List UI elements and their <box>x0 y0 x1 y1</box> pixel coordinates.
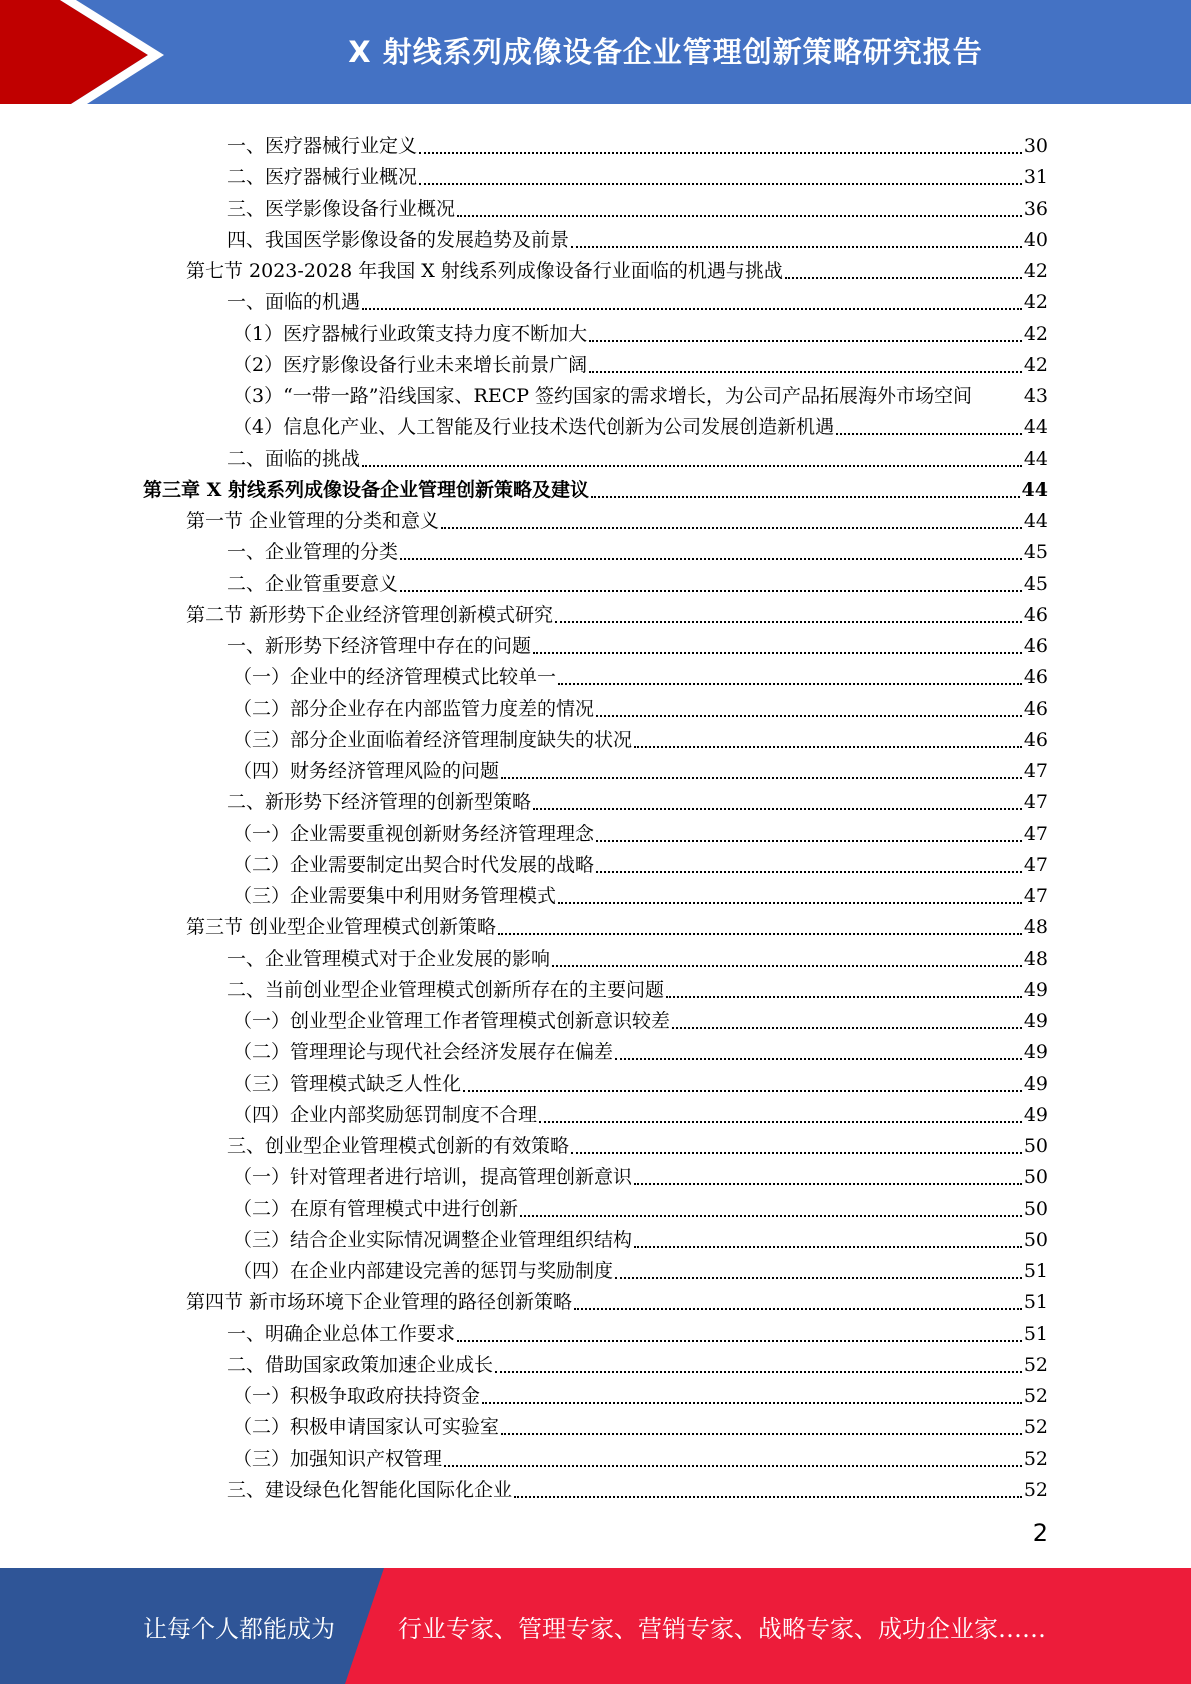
toc-leader-dots <box>571 1151 1022 1154</box>
toc-entry-title: （四）企业内部奖励惩罚制度不合理 <box>233 1103 538 1126</box>
toc-entry-title: 二、新形势下经济管理的创新型策略 <box>227 791 532 814</box>
toc-entry-page: 51 <box>1023 1291 1048 1314</box>
toc-leader-dots <box>457 214 1022 217</box>
toc-leader-dots <box>574 1307 1022 1310</box>
toc-entry[interactable] <box>233 878 1048 909</box>
page-footer <box>0 1568 1191 1684</box>
toc-leader-dots <box>400 589 1022 592</box>
toc-entry-page: 42 <box>1023 353 1048 376</box>
toc-entry-page: 47 <box>1023 885 1048 907</box>
toc-entry[interactable] <box>227 1472 1048 1503</box>
toc-leader-dots <box>552 964 1022 967</box>
toc-entry[interactable] <box>227 941 1048 972</box>
toc-entry[interactable] <box>233 1034 1048 1065</box>
toc-entry[interactable] <box>233 1222 1048 1253</box>
toc-entry[interactable] <box>233 1253 1048 1284</box>
toc-leader-dots <box>362 464 1022 467</box>
toc-entry-page: 40 <box>1023 228 1048 251</box>
toc-entry-title: 一、医疗器械行业定义 <box>227 135 418 157</box>
toc-entry[interactable] <box>233 1191 1048 1222</box>
toc-entry-title: （二）积极申请国家认可实验室 <box>233 1416 500 1439</box>
toc-entry-page: 50 <box>1023 1228 1048 1251</box>
toc-entry-title: 二、借助国家政策加速企业成长 <box>227 1353 494 1376</box>
toc-entry-page: 44 <box>1023 416 1048 439</box>
toc-entry-page: 52 <box>1023 1353 1048 1376</box>
toc-entry-page: 52 <box>1023 1478 1048 1501</box>
toc-entry[interactable] <box>233 316 1048 347</box>
toc-leader-dots <box>596 870 1022 873</box>
toc-entry[interactable] <box>186 909 1048 940</box>
toc-leader-dots <box>555 620 1022 623</box>
toc-entry-title: 三、建设绿色化智能化国际化企业 <box>227 1478 513 1501</box>
toc-entry-title: （三）结合企业实际情况调整企业管理组织结构 <box>233 1228 633 1251</box>
toc-entry-page: 51 <box>1023 1260 1048 1282</box>
toc-entry-title: （一）企业需要重视创新财务经济管理理念 <box>233 822 595 845</box>
toc-entry-page: 49 <box>1023 978 1048 1001</box>
toc-entry[interactable] <box>186 1284 1048 1315</box>
toc-entry-page: 49 <box>1023 1041 1048 1064</box>
toc-leader-dots <box>457 1339 1022 1342</box>
toc-leader-dots <box>501 776 1022 779</box>
toc-entry-title: （2）医疗影像设备行业未来增长前景广阔 <box>233 353 588 376</box>
toc-leader-dots <box>836 432 1022 435</box>
toc-entry-title: （4）信息化产业、人工智能及行业技术迭代创新为公司发展创造新机遇 <box>233 416 835 439</box>
toc-entry-title: （三）企业需要集中利用财务管理模式 <box>233 885 557 907</box>
toc-entry-page: 47 <box>1023 760 1048 782</box>
toc-entry[interactable] <box>227 566 1048 597</box>
toc-entry-title: 一、企业管理模式对于企业发展的影响 <box>227 947 551 970</box>
footer-slogan-left: 让每个人都能成为 <box>143 1614 335 1643</box>
toc-entry-title: 第三章 X 射线系列成像设备企业管理创新策略及建议 <box>143 478 589 501</box>
toc-leader-dots <box>362 307 1022 310</box>
toc-entry-title: 三、医学影像设备行业概况 <box>227 197 456 220</box>
toc-entry-title: 一、明确企业总体工作要求 <box>227 1322 456 1345</box>
toc-entry-title: 一、企业管理的分类 <box>227 541 399 564</box>
toc-leader-dots <box>533 651 1022 654</box>
toc-entry-page: 46 <box>1023 666 1048 689</box>
toc-entry-title: 二、当前创业型企业管理模式创新所存在的主要问题 <box>227 978 665 1001</box>
toc-leader-dots <box>596 839 1022 842</box>
toc-leader-dots <box>419 182 1022 185</box>
footer-slogan-right: 行业专家、管理专家、营销专家、战略专家、成功企业家…… <box>398 1614 1046 1643</box>
toc-entry[interactable] <box>233 1003 1048 1034</box>
toc-entry[interactable] <box>233 409 1048 440</box>
toc-entry[interactable] <box>233 1159 1048 1190</box>
toc-entry-page: 45 <box>1023 572 1048 595</box>
toc-leader-dots <box>785 276 1022 279</box>
toc-leader-dots <box>539 1120 1022 1123</box>
toc-entry-page: 42 <box>1023 260 1048 282</box>
toc-entry-page: 44 <box>1021 478 1048 501</box>
toc-entry-title: 第七节 2023-2028 年我国 X 射线系列成像设备行业面临的机遇与挑战 <box>186 260 783 282</box>
toc-entry-page: 43 <box>1023 385 1048 407</box>
toc-entry-page: 47 <box>1023 791 1048 814</box>
toc-entry-title: （一）创业型企业管理工作者管理模式创新意识较差 <box>233 1010 671 1032</box>
toc-entry[interactable] <box>227 534 1048 565</box>
toc-leader-dots <box>672 1026 1022 1029</box>
toc-entry-title: （3）“一带一路”沿线国家、RECP 签约国家的需求增长，为公司产品拓展海外市场空间 <box>233 385 973 407</box>
toc-entry[interactable] <box>186 503 1048 534</box>
toc-leader-dots <box>615 1057 1022 1060</box>
toc-leader-dots <box>498 932 1022 935</box>
toc-leader-dots <box>615 1276 1022 1279</box>
toc-leader-dots <box>419 151 1022 154</box>
report-title: X 射线系列成像设备企业管理创新策略研究报告 <box>348 34 983 69</box>
toc-entry-page: 50 <box>1023 1197 1048 1220</box>
toc-entry-title: （三）部分企业面临着经济管理制度缺失的状况 <box>233 728 633 751</box>
toc-entry-page: 31 <box>1023 166 1048 189</box>
toc-entry[interactable] <box>143 472 1048 503</box>
toc-entry-title: 一、新形势下经济管理中存在的问题 <box>227 635 532 657</box>
page-header <box>0 0 1191 111</box>
toc-entry-page: 51 <box>1023 1322 1048 1345</box>
toc-leader-dots <box>482 1401 1022 1404</box>
toc-entry[interactable] <box>227 159 1048 190</box>
toc-entry-title: 第三节 创业型企业管理模式创新策略 <box>186 916 497 939</box>
toc-entry-page: 42 <box>1023 322 1048 345</box>
toc-leader-dots <box>463 1089 1022 1092</box>
toc-entry[interactable] <box>227 628 1048 659</box>
toc-entry-title: 二、医疗器械行业概况 <box>227 166 418 189</box>
toc-entry[interactable] <box>227 972 1048 1003</box>
toc-entry-title: （二）在原有管理模式中进行创新 <box>233 1197 519 1220</box>
toc-entry[interactable] <box>227 222 1048 253</box>
toc-entry-title: （一）针对管理者进行培训，提高管理创新意识 <box>233 1166 633 1189</box>
toc-entry[interactable] <box>233 1378 1048 1409</box>
toc-leader-dots <box>591 495 1020 498</box>
toc-entry[interactable] <box>227 128 1048 159</box>
toc-leader-dots <box>589 339 1022 342</box>
toc-entry-page: 52 <box>1023 1416 1048 1439</box>
toc-entry[interactable] <box>227 191 1048 222</box>
toc-entry-page: 44 <box>1023 447 1048 470</box>
toc-entry-page: 42 <box>1023 291 1048 314</box>
toc-entry-page: 46 <box>1023 603 1048 626</box>
toc-leader-dots <box>666 995 1022 998</box>
toc-entry[interactable] <box>227 284 1048 315</box>
toc-entry[interactable] <box>227 1128 1048 1159</box>
toc-entry-page: 44 <box>1023 510 1048 532</box>
toc-entry[interactable] <box>227 1316 1048 1347</box>
toc-entry[interactable] <box>233 1409 1048 1440</box>
toc-leader-dots <box>444 1464 1022 1467</box>
toc-entry[interactable] <box>186 253 1048 284</box>
toc-entry-title: （一）积极争取政府扶持资金 <box>233 1385 481 1407</box>
toc-entry[interactable] <box>227 1347 1048 1378</box>
toc-leader-dots <box>514 1495 1022 1498</box>
toc-entry-title: （二）管理理论与现代社会经济发展存在偏差 <box>233 1041 614 1064</box>
toc-entry-page: 49 <box>1023 1072 1048 1095</box>
toc-leader-dots <box>558 682 1022 685</box>
toc-entry-title: （三）加强知识产权管理 <box>233 1447 443 1470</box>
toc-entry-title: 二、面临的挑战 <box>227 447 361 470</box>
toc-entry-title: （四）在企业内部建设完善的惩罚与奖励制度 <box>233 1260 614 1282</box>
toc-entry-page: 48 <box>1023 916 1048 939</box>
toc-entry-title: （一）企业中的经济管理模式比较单一 <box>233 666 557 689</box>
toc-entry-page: 49 <box>1023 1010 1048 1032</box>
toc-entry-title: 第四节 新市场环境下企业管理的路径创新策略 <box>186 1291 573 1314</box>
toc-entry[interactable] <box>233 816 1048 847</box>
toc-entry-title: （四）财务经济管理风险的问题 <box>233 760 500 782</box>
toc-entry-page: 52 <box>1023 1385 1048 1407</box>
toc-leader-dots <box>558 901 1022 904</box>
toc-entry-title: 第二节 新形势下企业经济管理创新模式研究 <box>186 603 554 626</box>
toc-entry-page: 45 <box>1023 541 1048 564</box>
toc-leader-dots <box>520 1214 1022 1217</box>
toc-entry[interactable] <box>233 378 1048 409</box>
toc-leader-dots <box>596 714 1022 717</box>
toc-entry-title: 一、面临的机遇 <box>227 291 361 314</box>
page-number: 2 <box>1032 1519 1048 1547</box>
toc-entry[interactable] <box>233 1441 1048 1472</box>
toc-entry-page: 46 <box>1023 635 1048 657</box>
toc-leader-dots <box>634 745 1022 748</box>
toc-leader-dots <box>501 1432 1022 1435</box>
toc-entry-page: 46 <box>1023 728 1048 751</box>
toc-entry-page: 52 <box>1023 1447 1048 1470</box>
toc-entry[interactable] <box>233 691 1048 722</box>
toc-leader-dots <box>634 1182 1022 1185</box>
toc-entry[interactable] <box>233 1097 1048 1128</box>
toc-entry-title: 三、创业型企业管理模式创新的有效策略 <box>227 1135 570 1157</box>
toc-entry-title: （二）部分企业存在内部监管力度差的情况 <box>233 697 595 720</box>
toc-entry-page: 47 <box>1023 822 1048 845</box>
toc-entry-title: 二、企业管重要意义 <box>227 572 399 595</box>
toc-entry-page: 50 <box>1023 1166 1048 1189</box>
toc-leader-dots <box>400 557 1022 560</box>
toc-entry[interactable] <box>227 784 1048 815</box>
toc-leader-dots <box>571 245 1022 248</box>
toc-entry[interactable] <box>186 597 1048 628</box>
toc-entry-page: 50 <box>1023 1135 1048 1157</box>
toc-entry-title: （1）医疗器械行业政策支持力度不断加大 <box>233 322 588 345</box>
toc-entry-title: （三）管理模式缺乏人性化 <box>233 1072 462 1095</box>
toc-entry-title: （二）企业需要制定出契合时代发展的战略 <box>233 853 595 876</box>
toc-entry-page: 30 <box>1023 135 1048 157</box>
toc-entry-title: 四、我国医学影像设备的发展趋势及前景 <box>227 228 570 251</box>
toc-entry[interactable] <box>233 659 1048 690</box>
toc-entry[interactable] <box>233 1066 1048 1097</box>
toc-leader-dots <box>533 807 1022 810</box>
toc-entry[interactable] <box>233 847 1048 878</box>
toc-entry-page: 48 <box>1023 947 1048 970</box>
toc-entry[interactable] <box>233 347 1048 378</box>
toc-entry-page: 47 <box>1023 853 1048 876</box>
toc-entry-page: 49 <box>1023 1103 1048 1126</box>
toc-leader-dots <box>441 526 1022 529</box>
toc-entry[interactable] <box>233 753 1048 784</box>
toc-entry-title: 第一节 企业管理的分类和意义 <box>186 510 440 532</box>
toc-leader-dots <box>589 370 1022 373</box>
toc-entry[interactable] <box>233 722 1048 753</box>
toc-entry-page: 46 <box>1023 697 1048 720</box>
toc-entry-page: 36 <box>1023 197 1048 220</box>
toc-entry[interactable] <box>227 441 1048 472</box>
toc-leader-dots <box>495 1370 1022 1373</box>
toc-leader-dots <box>634 1245 1022 1248</box>
